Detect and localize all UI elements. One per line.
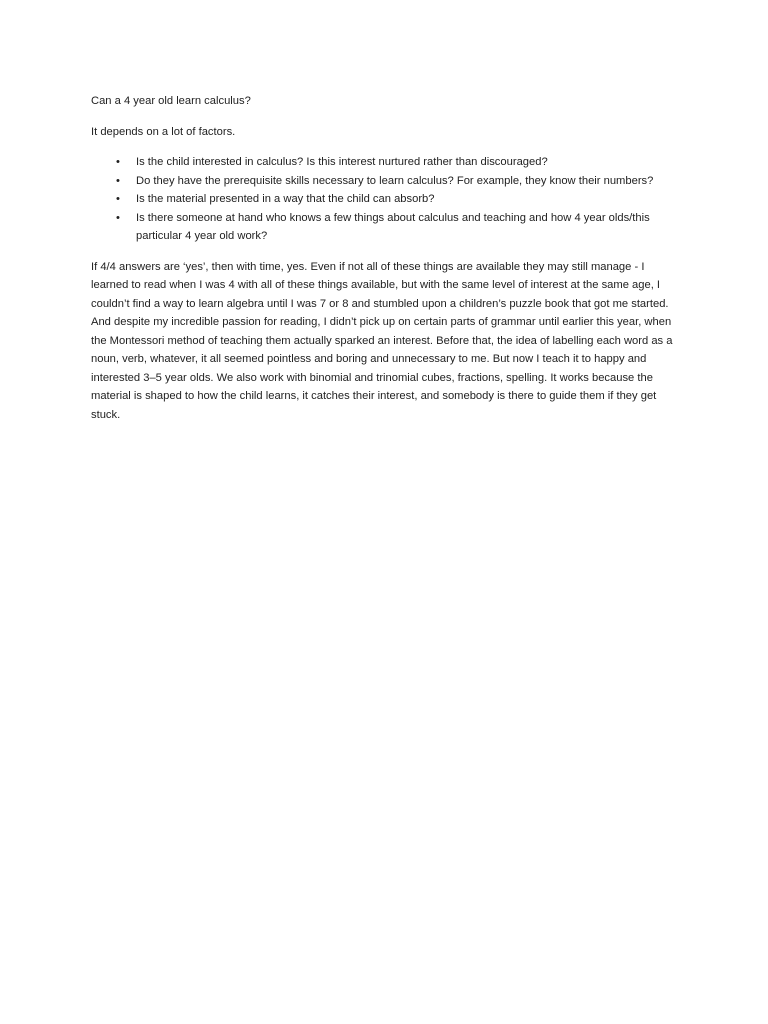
list-item (91, 172, 681, 191)
list-item-text: Is the child interested in calculus? Is this interest nurtured rather than discouraged? (136, 156, 548, 168)
document-content (91, 92, 681, 424)
list-item (91, 153, 681, 172)
bullet-icon: • (116, 211, 120, 224)
question-heading: Can a 4 year old learn calculus? (91, 95, 251, 107)
list-item-text: Is the material presented in a way that the child can absorb? (136, 193, 435, 205)
body-paragraph: If 4/4 answers are ‘yes’, then with time, yes. Even if not all of these things are available they may still manage - I learned to read when I was 4 with all of these things available, but with the same level of interest at the same age, I couldn’t find a way to learn algebra until I was 7 or 8 and stumbled upon a children’s puzzle book that got me started. And despite my incredible passion for reading, I didn’t pick up on certain parts of grammar until earlier this year, when the Montessori method of teaching them actually sparked an interest. Before that, the idea of labelling each word as a noun, verb, whatever, it all seemed pointless and boring and unnecessary to me. But now I teach it to happy and interested 3–5 year olds. We also work with binomial and trinomial cubes, fractions, spelling. It works because the material is shaped to how the child learns, it catches their interest, and somebody is there to guide them if they get stuck. (91, 260, 673, 421)
factor-list (91, 153, 681, 246)
list-item (91, 209, 681, 246)
list-item-text: Is there someone at hand who knows a few things about calculus and teaching and how 4 year olds/this particular 4 year old work? (136, 211, 650, 242)
list-item-text: Do they have the prerequisite skills necessary to learn calculus? For example, they know their numbers? (136, 174, 654, 187)
intro-text: It depends on a lot of factors. (91, 125, 236, 138)
bullet-icon: • (116, 193, 120, 205)
list-item (91, 190, 681, 209)
bullet-icon: • (116, 174, 120, 187)
bullet-icon: • (116, 156, 120, 168)
